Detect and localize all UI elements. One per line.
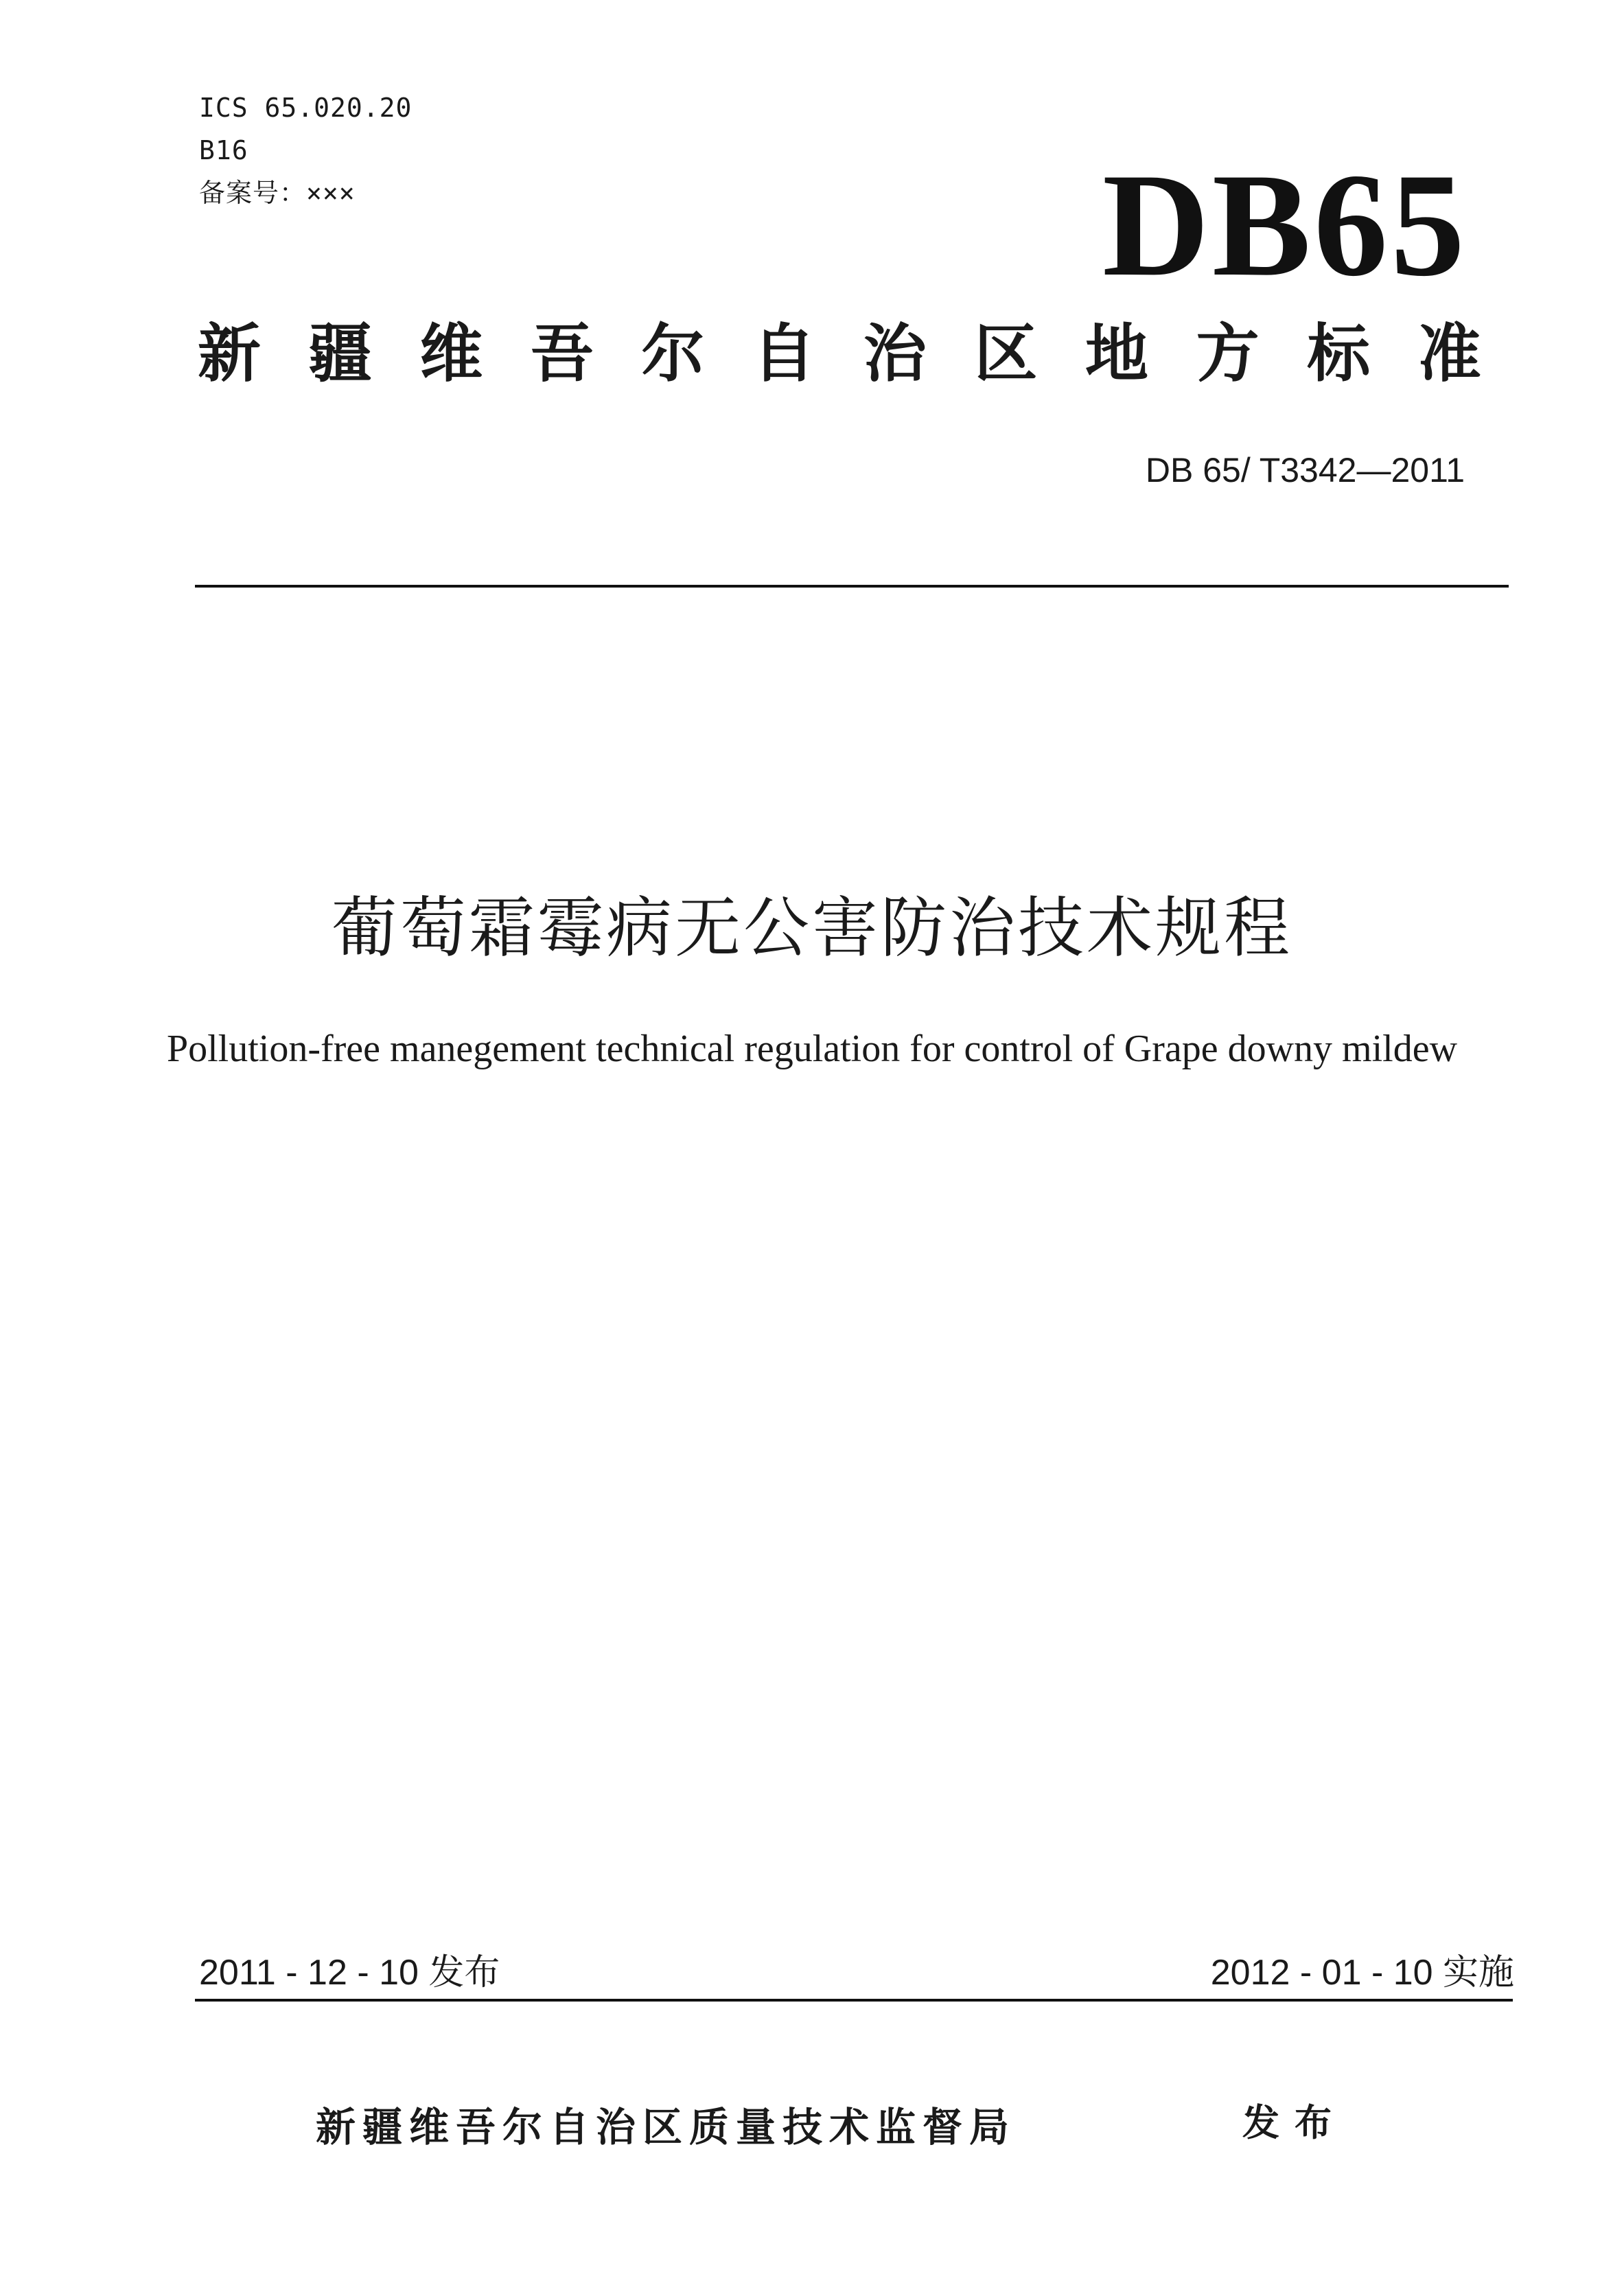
- category-char: 方: [1196, 317, 1260, 391]
- date-divider: [195, 1999, 1513, 2002]
- category-char: 地: [1085, 317, 1149, 391]
- filing-number: 备案号：×××: [199, 178, 356, 208]
- category-char: 尔: [641, 317, 705, 391]
- issue-date: 2011 - 12 - 10 发布: [199, 1953, 500, 1993]
- category-char: 维: [419, 317, 483, 391]
- document-title-english: Pollution-free manegement technical regulation for control of Grape downy mildew: [166, 1028, 1458, 1070]
- publisher-name: 新疆维吾尔自治区质量技术监督局: [316, 2104, 1017, 2150]
- category-char: 治: [863, 317, 927, 391]
- ics-code: ICS 65.020.20: [199, 93, 413, 123]
- category-char: 疆: [308, 317, 372, 391]
- standard-category: [198, 317, 1481, 391]
- publish-label: 发布: [1242, 2101, 1347, 2144]
- standard-code-logo: DB65: [1102, 143, 1468, 307]
- header-divider: [195, 585, 1509, 588]
- document-title-chinese: 葡萄霜霉病无公害防治技术规程: [332, 890, 1292, 966]
- category-char: 自: [752, 317, 816, 391]
- category-char: 区: [974, 317, 1038, 391]
- category-char: 准: [1417, 317, 1481, 391]
- standard-number: DB 65/ T3342—2011: [1145, 451, 1465, 489]
- implementation-date: 2012 - 01 - 10 实施: [1210, 1953, 1514, 1993]
- category-char: 新: [198, 317, 262, 391]
- classification-code: B16: [199, 135, 248, 165]
- category-char: 标: [1307, 317, 1371, 391]
- category-char: 吾: [530, 317, 594, 391]
